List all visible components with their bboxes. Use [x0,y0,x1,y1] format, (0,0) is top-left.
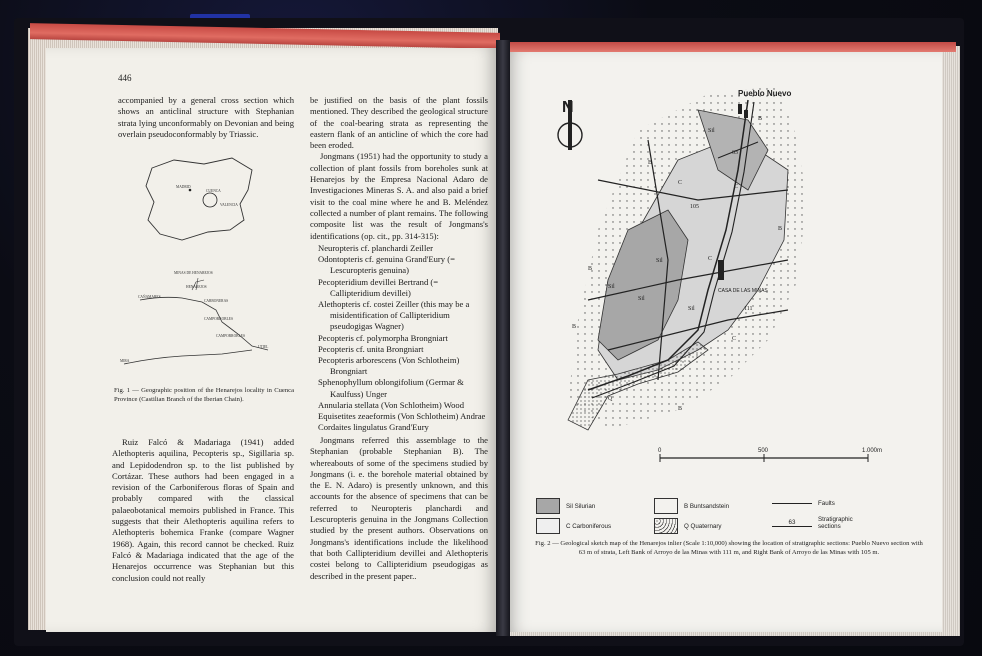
legend-label: B Buntsandstein [684,502,730,510]
scale-label: 0 [658,448,662,454]
paragraph: Jongmans referred this assemblage to the Stephanian (probable Stephanian B). The whereabouts of some of the specimens studied by Jongmans (i. e. the borehole material obtained by the E. N. Adaro) is presently unknown, and this accounts for the absence of specimens that can be referred to Neuropteris planchardi and Lescuropteris genuina in the Jongmans Collection studied by the present authors. Observations on Jongmans's identifications include the likelihood that both Callipteridium devillei and Alethopteris costei belong to Callipteridium pseudogigas as described in the present paper.. [310,435,488,581]
unit-label: B [678,406,683,412]
legend-swatch [654,498,678,514]
plant-list-item: Pecopteris cf. unita Brongniart [318,343,424,354]
label-campillo: CAMPORROBLES [204,317,233,321]
plant-list-item: Pecopteris arborescens (Von Schlotheim) Brongniart [318,355,460,377]
paragraph: accompanied by a general cross section which shows an anticlinal structure with Stephanian strata lying unconformably on Devonian and being overlain pseudoconformably by Triassic. [118,95,294,139]
figure-2-caption: Fig. 2 — Geological sketch map of the Henarejos inlier (Scale 1:10,000) showing the location of stratigraphic sections: Pueblo Nuevo section with 63 m of strata, Left Bank of Arroyo de las Minas with 111 m, and Right Bank of Arroyo de las Minas with 105 m. [535,540,923,556]
label-henarejos: HENAREJOS [186,285,207,289]
scale-label: 500 [758,448,769,454]
legend-item-sections [772,516,868,530]
road-line [124,350,252,364]
plant-list-item: Sphenophyllum oblongifolium (Germar & Kaulfuss) Unger [318,377,464,399]
unit-label: Sil [708,128,715,134]
north-label: N [562,99,574,116]
map-legend [536,496,866,536]
section-label: 111 [744,306,753,312]
paragraph: Ruiz Falcó & Madariaga (1941) added Alethopteris aquilina, Pecopteris sp., Sigillaria sp. and Lepidodendron sp. to the list published by Cortázar. These authors had been engaged in a revision of the Carboniferous floras of Spain and probably compared with the classical palaeobotanical memoirs published in France. This suggests that their Alethopteris aquilina refers to Alethopteris bohemica Franke (compare Wagner 1968). Again, this record cannot be checked. Ruiz Falcó & Madariaga indicated that the age of the Henarejos occurrence was Stephanian but this conclusion could not really [112,437,294,583]
red-page-edge-right [508,42,956,52]
unit-label: B [648,160,653,166]
legend-swatch [536,498,560,514]
road-line [140,297,268,350]
label-carboneras: CARBONERAS [204,299,229,303]
unit-label: B [588,266,593,272]
page-number: 446 [118,73,132,83]
paragraph: Jongmans (1951) had the opportunity to study a collection of plant fossils from boreholes sunk at Henarejos by the Empresa Nacional Adaro de Investigaciones Mineras S. A. and also paid a brief visit to the coal mine where he and B. Meléndez collected a number of plant remains. The following composite list was the result of Jongmans's identifications (op. cit., pp. 314-315): [310,151,488,241]
label-valencia: VALENCIA [220,203,238,207]
text-column-1-bottom [112,437,294,584]
legend-label: Stratigraphic sections [818,516,853,530]
building-icon [744,110,748,118]
plant-list-item: Odontopteris cf. genuina Grand'Eury (= Lescuropteris genuina) [318,254,455,276]
pueblo-nuevo-label: Pueblo Nuevo [738,89,792,98]
unit-label: Sil [608,284,615,290]
plant-list-item: Equisetites zeaeformis (Von Schlotheim) Andrae [318,411,486,422]
legend-swatch [654,518,678,534]
plant-list-item: Alethopteris cf. costei Zeiller (this may be a misidentification of Callipteridium pseudogigas Wagner) [318,299,470,332]
unit-label: B [758,116,763,122]
legend-label: Sil Silurian [566,502,596,510]
text-column-2-top [310,95,488,242]
label-minas: MINAS DE HENAREJOS [174,271,213,275]
label-mira: MIRA [120,359,130,363]
label-madrid: MADRID [176,185,191,189]
legend-label: Q Quaternary [684,522,722,530]
legend-item-buntsandstein [654,498,729,514]
building-icon [738,104,742,114]
scale-label: 1.000m [862,448,883,454]
legend-item-faults [772,500,835,507]
legend-item-silurian [536,498,595,514]
legend-item-quaternary [654,518,722,534]
legend-label: Faults [818,500,835,507]
legend-label: C Carboniferous [566,522,612,530]
plant-list-item: Pecopteridium devillei Bertrand (= Callipteridium devillei) [318,276,439,298]
paragraph: be justified on the basis of the plant fossils mentioned. They described the geological structure of the coal-bearing strata as representing the eastern flank of an anticline of which the core had been eroded. [310,95,488,151]
section-label: 105 [690,204,699,210]
legend-line [772,503,812,504]
plant-list-item: Annularia stellata (Von Schlotheim) Wood [318,399,465,410]
book-gutter [496,40,510,636]
label-canamares: CAÑAMARES [138,295,161,299]
label-cuenca: CUENCA [206,189,221,193]
unit-label: C [732,336,737,342]
henarejos-marker [203,193,217,207]
plant-list-item: Neuropteris cf. planchardi Zeiller [318,243,434,253]
figure-1-location-map [112,150,298,380]
unit-label: Sil [656,258,663,264]
text-column-1-top [118,95,294,140]
figure-1-caption: Fig. 1 — Geographic position of the Henarejos locality in Cuenca Province (Castilian Branch of the Iberian Chain). [114,387,294,403]
unit-label: Sil [688,306,695,312]
north-arrow-icon [558,99,582,150]
madrid-dot [189,189,192,192]
text-column-2-bottom [310,435,488,582]
section-label: 63 [732,150,738,156]
casa-label: CASA DE LAS MINAS [718,288,768,294]
unit-label: C [708,256,713,262]
legend-item-carboniferous [536,518,611,534]
legend-line: 63 [772,519,812,527]
unit-label: B [572,324,577,330]
spain-outline [146,158,252,240]
unit-label: Sil [638,296,645,302]
legend-swatch [536,518,560,534]
unit-label: Q [608,396,613,402]
plant-list [318,243,490,433]
plant-list-item: Pecopteris cf. polymorpha Brongniart [318,332,448,343]
label-campillo-2: CAMPORROBLES [216,334,245,338]
plant-list-item: Cordaites lingulatus Grand'Eury [318,422,429,433]
unit-label: C [734,184,739,190]
label-utiel: UTIEL [258,345,269,349]
scale-bar [658,448,882,462]
figure-2-geological-map [548,80,918,480]
building-icon [718,260,724,280]
unit-label: B [778,226,783,232]
unit-label: C [678,180,683,186]
